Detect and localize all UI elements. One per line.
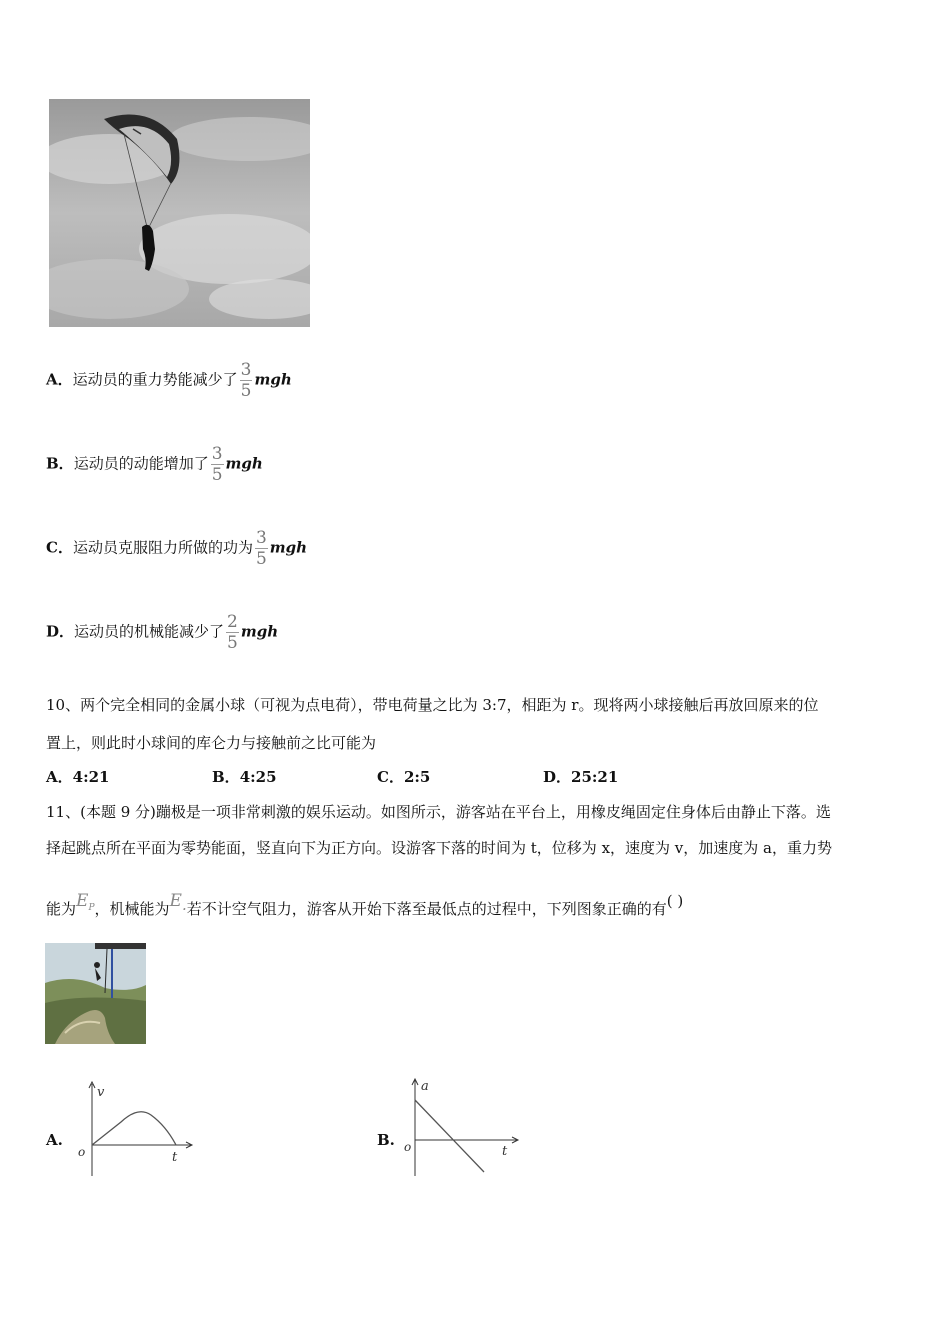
origin-label: o [78,1145,86,1159]
origin-label: o [404,1140,412,1154]
potential-energy-symbol: $E_P$ [76,891,95,913]
q11-text-line3: 能为$E_P$，机械能为E·若不计空气阻力，游客从开始下落至最低点的过程中，下列图象正确的有( ) [46,891,684,918]
fraction: $\frac{3}{5}$ [211,444,223,485]
q10-choice-c[interactable]: C．2:5 [377,768,431,786]
x-axis-label: t [502,1144,508,1159]
option-text: 运动员的重力势能减少了 [72,370,238,389]
fraction: $\frac{3}{5}$ [255,528,267,569]
option-label: A． [46,370,73,389]
q11-text-line1: 11、(本题 9 分)蹦极是一项非常刺激的娱乐运动。如图所示，游客站在平台上，用橡皮绳固定住身体后由静止下落。选 [46,803,831,821]
option-b[interactable] [46,444,263,485]
q10-text-line2: 置上，则此时小球间的库仑力与接触前之比可能为 [46,734,377,752]
option-label: D． [46,622,75,641]
mechanical-energy-symbol: E· [169,891,187,918]
option-variable: mgh [269,538,308,557]
option-label: B． [46,454,74,473]
option-text: 运动员克服阻力所做的功为 [72,538,253,557]
fraction: $\frac{2}{5}$ [227,612,238,653]
option-text: 运动员的动能增加了 [73,454,209,473]
option-d[interactable] [46,612,278,653]
q10-choice-b[interactable]: B．4:25 [212,768,277,786]
acceleration-line [415,1100,484,1172]
option-variable: mgh [254,370,292,389]
graph-a[interactable] [76,1078,196,1178]
option-variable: mgh [225,454,263,473]
bungee-photo [45,943,146,1044]
y-axis-label: v [97,1085,105,1100]
option-text: 运动员的机械能减少了 [74,622,225,641]
graph-b-label[interactable]: B. [377,1131,395,1149]
option-variable: mgh [240,622,279,641]
q11-text-line2: 择起跳点所在平面为零势能面，竖直向下为正方向。设游客下落的时间为 t，位移为 x，速度为 v，加速度为 a，重力势 [46,839,832,857]
y-axis-label: a [421,1079,429,1094]
graph-a-label[interactable]: A. [46,1131,63,1149]
option-c[interactable] [46,528,307,569]
answer-paren: ( ) [666,892,684,910]
q10-text-line1: 10、两个完全相同的金属小球（可视为点电荷），带电荷量之比为 3:7，相距为 r。现将两小球接触后再放回原来的位 [46,696,819,714]
option-a[interactable] [46,360,292,401]
x-axis-label: t [172,1150,178,1165]
q10-choice-d[interactable]: D．25:21 [543,768,619,786]
graph-b[interactable] [400,1076,525,1180]
fraction: $\frac{3}{5}$ [240,360,252,401]
option-label: C． [46,538,73,557]
velocity-curve [92,1112,176,1145]
paraglider-photo [49,99,310,327]
q10-choice-a[interactable]: A．4:21 [46,768,110,786]
